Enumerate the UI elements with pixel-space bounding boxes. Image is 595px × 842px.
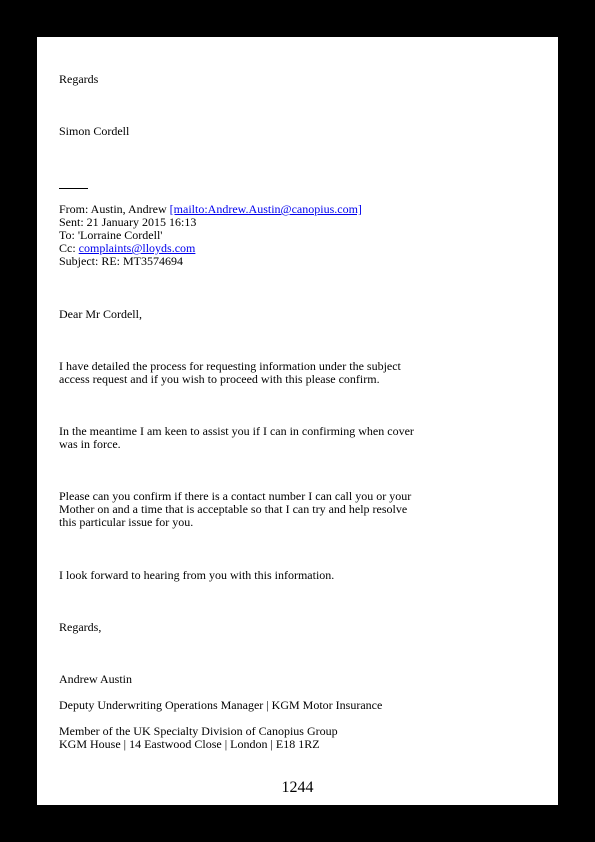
- paragraph-4: I look forward to hearing from you with this information.: [59, 568, 335, 582]
- from-label: From: Austin, Andrew: [59, 202, 170, 216]
- paragraph-1-line-1: I have detailed the process for requesting information under the subject: [59, 359, 401, 373]
- paragraph-2-line-1: In the meantime I am keen to assist you if I can in confirming when cover: [59, 424, 414, 438]
- paragraph-1-line-2: access request and if you wish to proceed with this please confirm.: [59, 372, 380, 386]
- signature-title: Deputy Underwriting Operations Manager | KGM Motor Insurance: [59, 698, 383, 712]
- closing-regards-2: Regards,: [59, 620, 102, 634]
- paragraph-2-line-2: was in force.: [59, 437, 121, 451]
- signature-org: Member of the UK Specialty Division of Canopius Group: [59, 724, 338, 738]
- paragraph-3-line-2: Mother on and a time that is acceptable so that I can try and help resolve: [59, 502, 408, 516]
- subject-line: Subject: RE: MT3574694: [59, 254, 183, 268]
- from-email-link[interactable]: [mailto:Andrew.Austin@canopius.com]: [169, 202, 362, 216]
- paragraph-3-line-1: Please can you confirm if there is a contact number I can call you or your: [59, 489, 412, 503]
- document-page: [37, 37, 558, 805]
- signature-address: KGM House | 14 Eastwood Close | London | E18 1RZ: [59, 737, 320, 751]
- email-separator: [59, 188, 88, 189]
- page-number: 1244: [281, 779, 314, 796]
- paragraph-3-line-3: this particular issue for you.: [59, 515, 194, 529]
- cc-email-link[interactable]: complaints@lloyds.com: [78, 241, 196, 255]
- sent-line: Sent: 21 January 2015 16:13: [59, 215, 197, 229]
- to-line: To: 'Lorraine Cordell': [59, 228, 163, 242]
- sender-name: Simon Cordell: [59, 124, 130, 138]
- signature-name: Andrew Austin: [59, 672, 132, 686]
- salutation: Dear Mr Cordell,: [59, 307, 142, 321]
- closing-regards: Regards: [59, 72, 99, 86]
- cc-label: Cc:: [59, 241, 79, 255]
